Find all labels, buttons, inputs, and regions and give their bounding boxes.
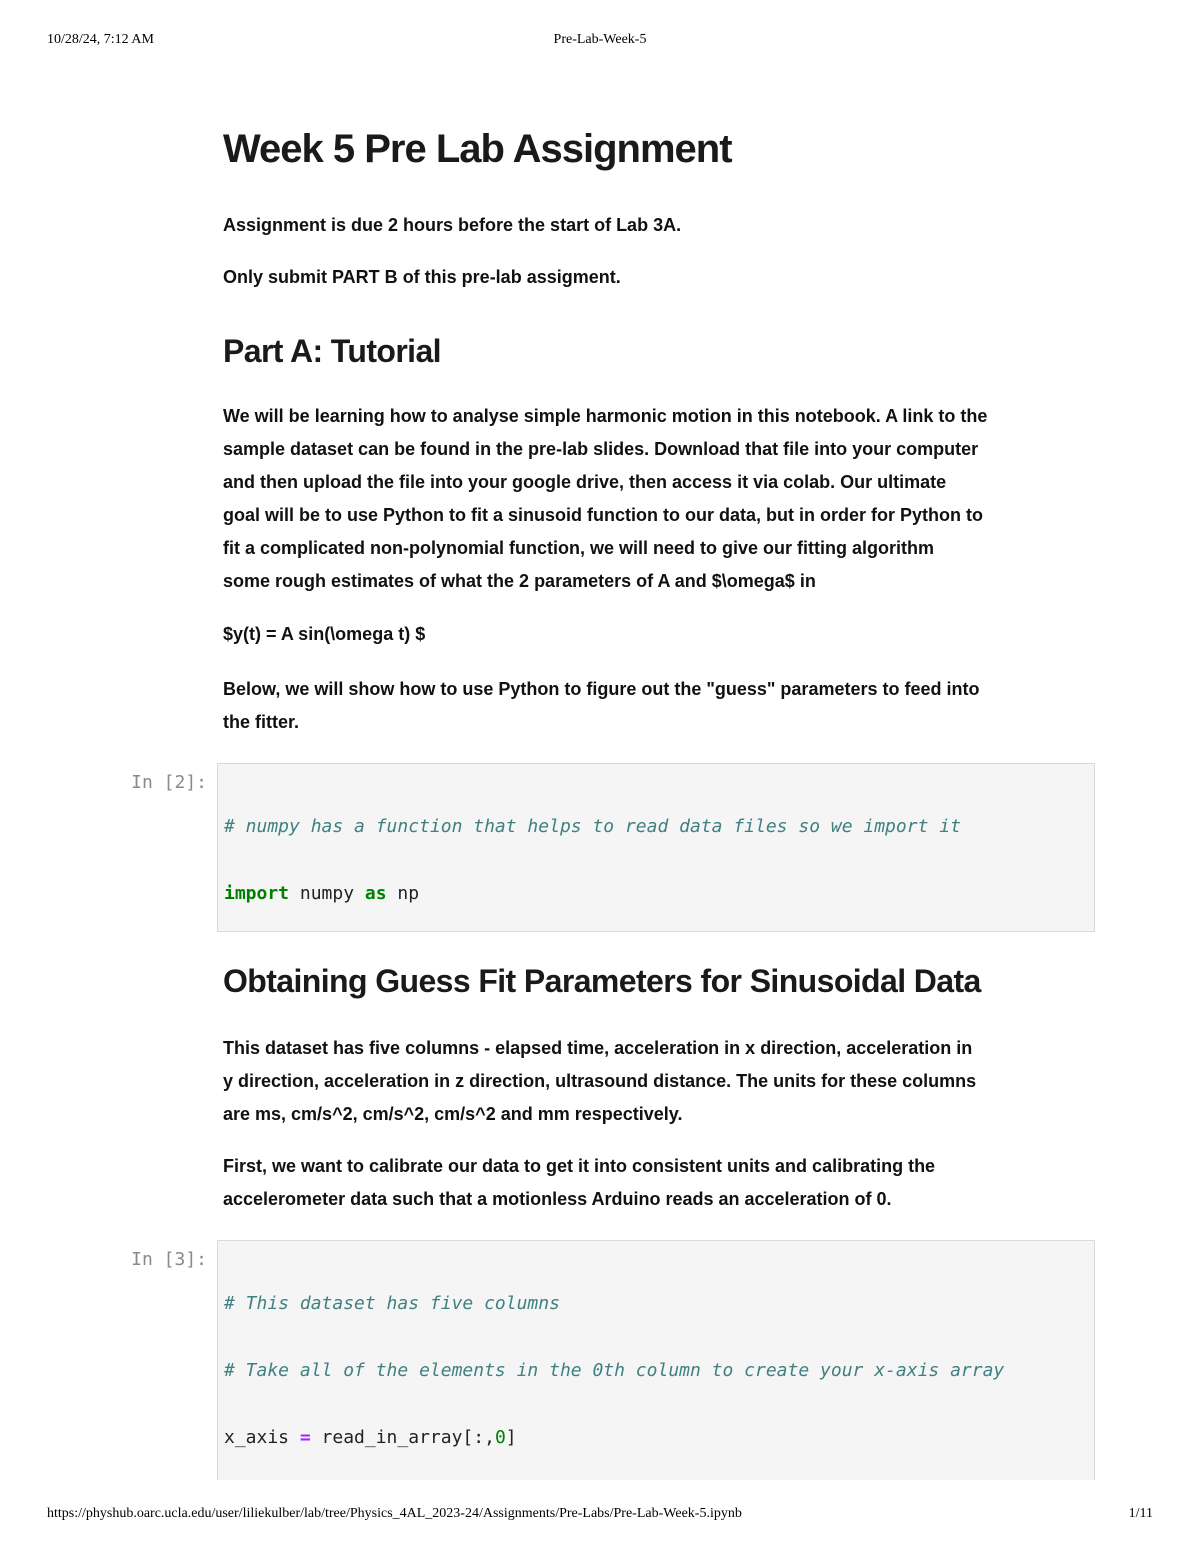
submit-cell xyxy=(223,261,1073,294)
code-text: read_in_array[:, xyxy=(310,1427,495,1448)
intro-line: and then upload the file into your google drive, then access it via colab. Our ultimate xyxy=(223,472,947,492)
code-operator: = xyxy=(299,1427,311,1448)
part-a-heading-cell xyxy=(223,333,1073,370)
print-title: Pre-Lab-Week-5 xyxy=(553,32,647,47)
due-cell xyxy=(223,209,1073,242)
section2-para2 xyxy=(223,1150,1073,1216)
code-comment: # numpy has a function that helps to read data files so we import it xyxy=(224,816,961,837)
intro-line: sample dataset can be found in the pre-lab slides. Download that file into your computer xyxy=(223,439,979,459)
code-cell-1[interactable] xyxy=(217,763,1095,932)
submit-pre: Only submit xyxy=(223,267,333,287)
equation: $y(t) = A sin(\omega t) $ xyxy=(223,624,426,644)
cell-prompt: In [3]: xyxy=(131,1249,207,1270)
para-line: This dataset has five columns - elapsed time, acceleration in x direction, acceleration in xyxy=(223,1038,973,1058)
below-line: Below, we will show how to use Python to figure out the "guess" parameters to feed into xyxy=(223,679,980,699)
para-line: y direction, acceleration in z direction, ultrasound distance. The units for these columns xyxy=(223,1071,977,1091)
title-cell xyxy=(223,127,1073,172)
print-page-number: 1/11 xyxy=(1128,1506,1153,1521)
equation-cell xyxy=(223,618,1073,651)
submit-text xyxy=(223,261,1073,294)
below-text xyxy=(223,673,1073,739)
part-a-intro xyxy=(223,400,1073,598)
print-date: 10/28/24, 7:12 AM xyxy=(47,32,154,47)
print-url: https://physhub.oarc.ucla.edu/user/liliekulber/lab/tree/Physics_4AL_2023-24/Assignments/Pre-Labs/Pre-Lab-Week-5.ipynb xyxy=(47,1506,742,1521)
code-text: x_axis xyxy=(224,1427,300,1448)
para-line: are ms, cm/s^2, cm/s^2, cm/s^2 and mm respectively. xyxy=(223,1104,683,1124)
code-cell-2[interactable] xyxy=(217,1240,1095,1480)
part-a-heading: Part A: Tutorial xyxy=(223,333,441,369)
code-number: 0 xyxy=(494,1427,506,1448)
code-text: np xyxy=(386,883,420,904)
section2-heading: Obtaining Guess Fit Parameters for Sinusoidal Data xyxy=(223,963,981,999)
code-text: ] xyxy=(505,1427,517,1448)
page-title: Week 5 Pre Lab Assignment xyxy=(223,127,732,171)
code-comment: # This dataset has five columns xyxy=(224,1293,560,1314)
code-keyword: import xyxy=(224,883,290,904)
code-text: numpy xyxy=(289,883,365,904)
cell-prompt: In [2]: xyxy=(131,772,207,793)
intro-line: some rough estimates of what the 2 parameters of A and $\omega$ in xyxy=(223,571,816,591)
section2-para1 xyxy=(223,1032,1073,1131)
para-line: First, we want to calibrate our data to get it into consistent units and calibrating the xyxy=(223,1156,936,1176)
code-comment: # Take all of the elements in the 0th column to create your x-axis array xyxy=(224,1360,1005,1381)
intro-line: fit a complicated non-polynomial function, we will need to give our fitting algorithm xyxy=(223,538,935,558)
para-line: accelerometer data such that a motionless Arduino reads an acceleration of 0. xyxy=(223,1189,892,1209)
submit-bold: PART B xyxy=(332,267,398,287)
intro-line: goal will be to use Python to fit a sinusoid function to our data, but in order for Python to xyxy=(223,505,983,525)
due-text: Assignment is due 2 hours before the start of Lab 3A. xyxy=(223,215,682,235)
intro-line: We will be learning how to analyse simple harmonic motion in this notebook. A link to the xyxy=(223,406,988,426)
below-line: the fitter. xyxy=(223,712,300,732)
submit-post: of this pre-lab assigment. xyxy=(397,267,621,287)
code-keyword: as xyxy=(364,883,387,904)
section2-heading-cell xyxy=(223,963,1073,1000)
